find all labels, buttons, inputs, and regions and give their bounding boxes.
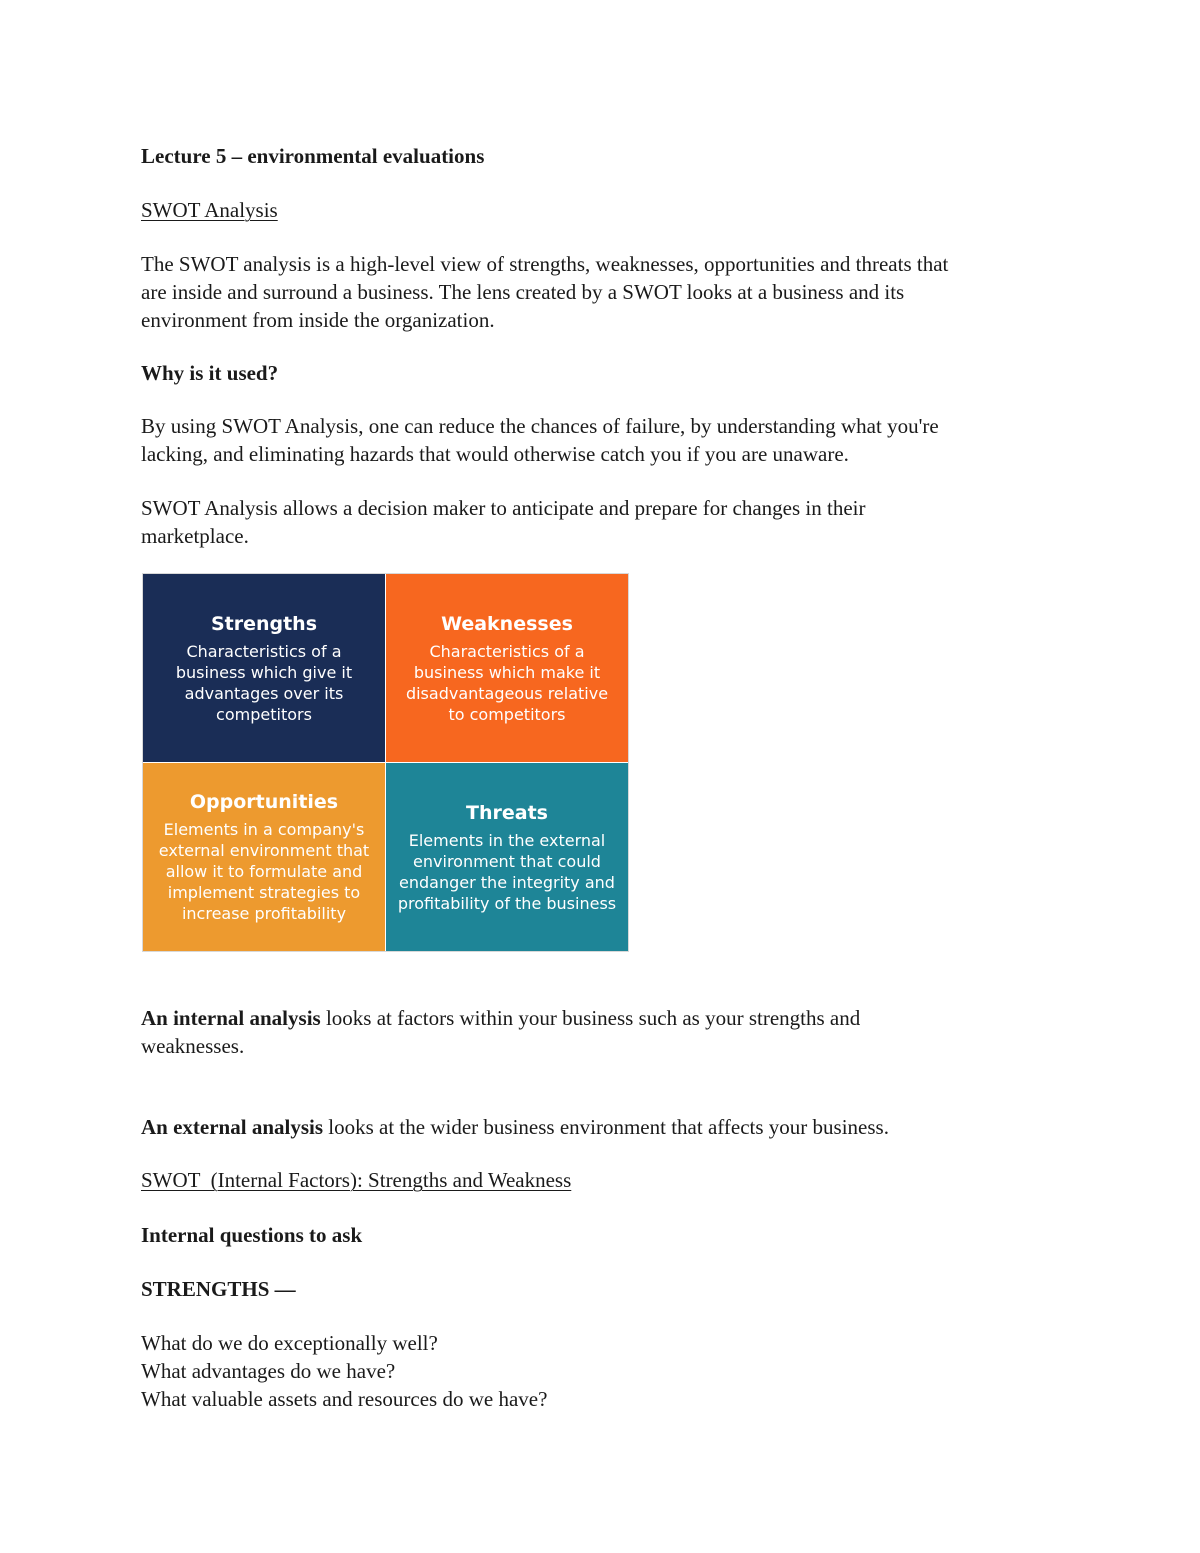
external-analysis-paragraph [141,1113,1061,1141]
weaknesses-heading: Weaknesses [441,612,573,635]
opportunities-heading: Opportunities [189,791,339,813]
threats-line: Elements in the external [408,830,606,850]
weaknesses-line: disadvantageous relative [405,683,609,703]
swot-opportunities-cell [143,763,385,951]
why-heading: Why is it used? [141,361,279,385]
allows-line: marketplace. [141,524,249,548]
swot-weaknesses-cell [386,574,628,762]
internal-questions-heading: Internal questions to ask [141,1223,363,1247]
opportunities-line: implement strategies to [167,883,361,902]
strengths-heading: Strengths [210,612,318,635]
external-analysis-term: An external analysis [141,1115,324,1139]
threats-line: environment that could [413,851,601,871]
external-line [141,1113,1061,1141]
internal-text-2: weaknesses. [141,1034,245,1058]
intro-paragraph [141,250,1061,334]
external-text: looks at the wider business environment that affects your business. [323,1115,889,1139]
weaknesses-line: Characteristics of a [429,641,585,661]
internal-analysis-paragraph [141,1004,1061,1060]
strengths-line: advantages over its [184,683,344,703]
internal-text: looks at factors within your business such as your strengths and [320,1006,861,1030]
opportunities-line: Elements in a company's [163,820,365,839]
weaknesses-description [406,641,608,725]
strengths-section-heading: STRENGTHS — [141,1277,296,1301]
swot-threats-cell [386,763,628,951]
why-line: By using SWOT Analysis, one can reduce the chances of failure, by understanding what you're [141,414,939,438]
opportunities-line: allow it to formulate and [165,862,363,881]
opportunities-line: increase profitability [181,904,347,923]
intro-line: are inside and surround a business. The lens created by a SWOT looks at a business and its [141,280,905,304]
swot-strengths-cell [143,574,385,762]
strengths-line: Characteristics of a [186,641,342,661]
strengths-line: business which give it [175,662,353,682]
swot-analysis-heading: SWOT Analysis [141,198,278,222]
strength-questions-list [141,1329,1061,1413]
question-item: What valuable assets and resources do we have? [141,1387,548,1411]
allows-line: SWOT Analysis allows a decision maker to anticipate and prepare for changes in their [141,496,866,520]
internal-factors-heading: SWOT (Internal Factors): Strengths and Weakness [141,1168,572,1192]
question-item: What advantages do we have? [141,1359,396,1383]
threats-line: endanger the integrity and [399,872,615,892]
threats-heading: Threats [466,801,548,824]
opportunities-description [159,819,369,924]
weaknesses-line: business which make it [413,662,601,682]
why-line: lacking, and eliminating hazards that would otherwise catch you if you are unaware. [141,442,849,466]
allows-paragraph [141,494,1061,550]
intro-line: environment from inside the organization. [141,308,495,332]
lecture-title: Lecture 5 – environmental evaluations [141,144,485,168]
weaknesses-line: to competitors [448,704,566,724]
why-paragraph [141,412,1061,468]
threats-description [398,830,616,914]
question-item: What do we do exceptionally well? [141,1331,438,1355]
internal-line-1 [141,1004,1061,1032]
swot-diagram [142,573,629,952]
internal-analysis-term: An internal analysis [141,1006,321,1030]
intro-line: The SWOT analysis is a high-level view of strengths, weaknesses, opportunities and threats that [141,252,949,276]
strengths-description [176,641,352,725]
threats-line: profitability of the business [397,893,617,913]
opportunities-line: external environment that [158,841,370,860]
strengths-line: competitors [216,704,312,724]
